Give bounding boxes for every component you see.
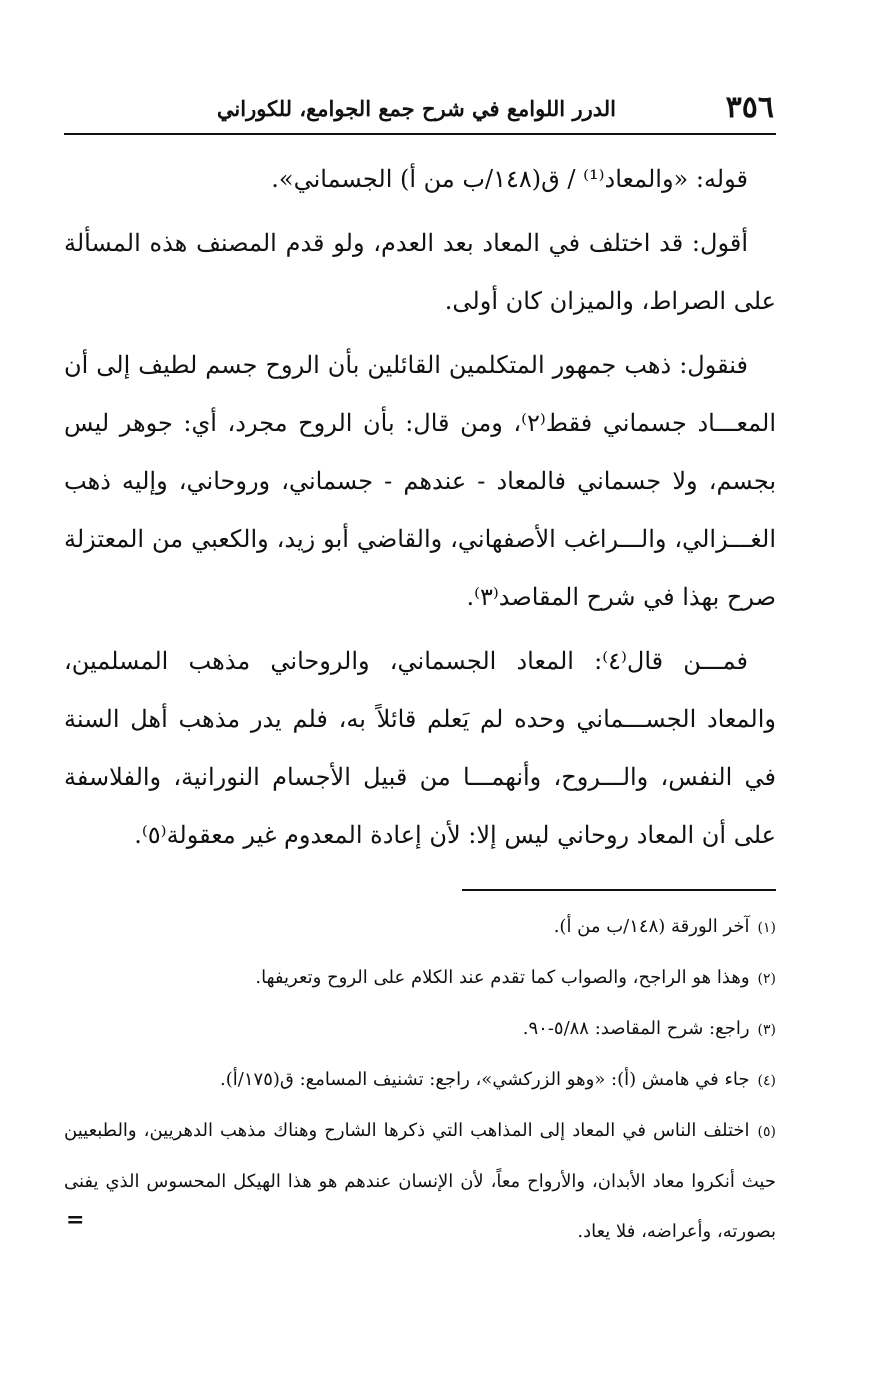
footnote-number: (١) bbox=[757, 920, 776, 936]
footnote-text: آخر الورقة (١٤٨/ب من أ). bbox=[553, 916, 750, 937]
footnotes bbox=[64, 902, 776, 1257]
footnote-item bbox=[64, 1055, 776, 1106]
footnote-item bbox=[64, 1004, 776, 1055]
header-rule bbox=[64, 133, 776, 135]
paragraph: قوله: «والمعاد⁽¹⁾ / ق(١٤٨/ب من أ) الجسماني». bbox=[271, 165, 748, 193]
footnote-text: راجع: شرح المقاصد: ٥/٨٨-٩٠. bbox=[522, 1018, 750, 1039]
footnote-item bbox=[64, 953, 776, 1004]
running-title: الدرر اللوامع في شرح جمع الجوامع، للكوراني bbox=[216, 96, 616, 121]
footnote-item bbox=[64, 1106, 776, 1257]
footnote-number: (٢) bbox=[757, 971, 776, 987]
footnote-number: (٣) bbox=[757, 1022, 776, 1038]
main-text bbox=[64, 150, 776, 870]
page-header bbox=[64, 88, 776, 128]
footnote-text: جاء في هامش (أ): «وهو الزركشي»، راجع: تشنيف المسامع: ق(١٧٥/أ). bbox=[220, 1069, 750, 1090]
footnote-number: (٥) bbox=[757, 1124, 776, 1140]
footnote-item bbox=[64, 902, 776, 953]
footnote-text: اختلف الناس في المعاد إلى المذاهب التي ذكرها الشارح وهناك مذهب الدهريين، والطبعيين حيث أنكروا معاد الأبدان، والأرواح معاً، لأن الإنسان عندهم هو هذا الهيكل المحسوس الذي يفنى بصورته، وأعراضه، فلا يعاد. bbox=[64, 1120, 776, 1242]
paragraph: فنقول: ذهب جمهور المتكلمين القائلين بأن الروح جسم لطيف إلى أن المعـــاد جسماني فقط⁽٢⁾، ومن قال: بأن الروح مجرد، أي: جوهر ليس بجسم، ولا جسماني فالمعاد - عندهم - جسماني، وروحاني، وإليه ذهب الغـــزالي، والـــراغب الأصفهاني، والقاضي أبو زيد، والكعبي من المعتزلة صرح بهذا في شرح المقاصد⁽٣⁾. bbox=[64, 351, 776, 611]
footnote-separator bbox=[462, 889, 776, 891]
page-number: ٣٥٦ bbox=[725, 90, 774, 125]
footnote-number: (٤) bbox=[757, 1073, 776, 1089]
paragraph: أقول: قد اختلف في المعاد بعد العدم، ولو قدم المصنف هذه المسألة على الصراط، والميزان كان أولى. bbox=[64, 229, 776, 315]
paragraph: فمـــن قال⁽٤⁾: المعاد الجسماني، والروحاني مذهب المسلمين، والمعاد الجســـماني وحده لم يَعلم قائلاً به، فلم يدر مذهب أهل السنة في النفس، والـــروح، وأنهمـــا من قبيل الأجسام النورانية، والفلاسفة على أن المعاد روحاني ليس إلا: لأن إعادة المعدوم غير معقولة⁽٥⁾. bbox=[64, 647, 777, 849]
continuation-mark: = bbox=[66, 1207, 85, 1233]
footnote-text: وهذا هو الراجح، والصواب كما تقدم عند الكلام على الروح وتعريفها. bbox=[255, 967, 750, 988]
